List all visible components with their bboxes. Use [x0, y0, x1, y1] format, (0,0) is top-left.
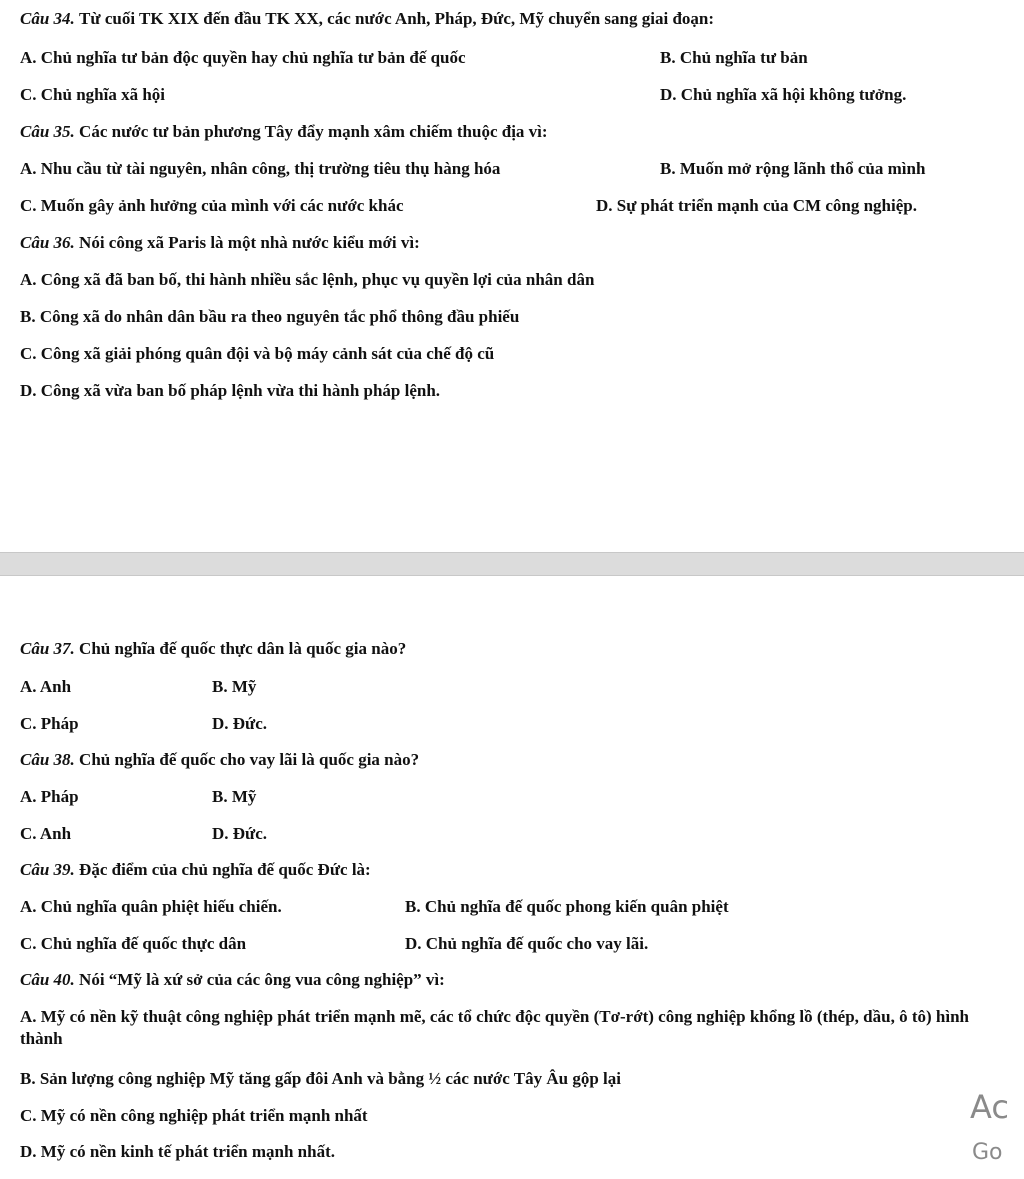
question-text: Nói công xã Paris là một nhà nước kiểu mới vì:: [79, 233, 420, 252]
question-text: Chủ nghĩa đế quốc cho vay lãi là quốc gia nào?: [79, 750, 420, 769]
answer-option: C. Công xã giải phóng quân đội và bộ máy cảnh sát của chế độ cũ: [20, 344, 495, 363]
answer-option: B. Công xã do nhân dân bầu ra theo nguyên tắc phổ thông đầu phiếu: [20, 307, 520, 326]
question-text: Đặc điểm của chủ nghĩa đế quốc Đức là:: [79, 860, 371, 879]
question-38: [20, 749, 419, 771]
question-number: Câu 40.: [20, 970, 75, 989]
question-text: Các nước tư bản phương Tây đẩy mạnh xâm chiếm thuộc địa vì:: [79, 122, 548, 141]
answer-option: B. Mỹ: [212, 787, 257, 806]
answer-option: C. Mỹ có nền công nghiệp phát triển mạnh nhất: [20, 1106, 368, 1125]
question-40: [20, 969, 445, 991]
answer-option: D. Chủ nghĩa đế quốc cho vay lãi.: [405, 934, 649, 953]
question-number: Câu 36.: [20, 233, 75, 252]
question-number: Câu 39.: [20, 860, 75, 879]
activation-watermark-line1: Ac: [970, 1088, 1009, 1126]
answer-option: C. Anh: [20, 824, 72, 843]
answer-option: D. Chủ nghĩa xã hội không tưởng.: [660, 85, 907, 104]
page-divider: [0, 552, 1024, 576]
question-35: [20, 121, 548, 143]
answer-option: B. Chủ nghĩa đế quốc phong kiến quân phiệt: [405, 897, 729, 916]
answer-option: B. Mỹ: [212, 677, 257, 696]
question-number: Câu 34.: [20, 9, 75, 28]
answer-option: D. Đức.: [212, 714, 268, 733]
answer-option: C. Pháp: [20, 714, 79, 733]
question-39: [20, 859, 371, 881]
answer-option: A. Mỹ có nền kỹ thuật công nghiệp phát triển mạnh mẽ, các tổ chức độc quyền (Tơ-rớt) công nghiệp khổng lồ (thép, dầu, ô tô) hình thành: [20, 1007, 969, 1048]
activation-watermark-line2: Go: [972, 1140, 1003, 1165]
answer-option: A. Chủ nghĩa quân phiệt hiếu chiến.: [20, 897, 282, 916]
answer-option: D. Đức.: [212, 824, 268, 843]
answer-option: A. Anh: [20, 677, 72, 696]
answer-option: C. Chủ nghĩa đế quốc thực dân: [20, 934, 247, 953]
answer-option: D. Sự phát triển mạnh của CM công nghiệp.: [596, 196, 917, 215]
answer-option: D. Mỹ có nền kinh tế phát triển mạnh nhất.: [20, 1142, 336, 1161]
question-text: Chủ nghĩa đế quốc thực dân là quốc gia nào?: [79, 639, 407, 658]
question-36: [20, 232, 420, 254]
answer-option: A. Pháp: [20, 787, 79, 806]
answer-option: A. Công xã đã ban bố, thi hành nhiều sắc lệnh, phục vụ quyền lợi của nhân dân: [20, 270, 595, 289]
question-number: Câu 38.: [20, 750, 75, 769]
answer-option: B. Sản lượng công nghiệp Mỹ tăng gấp đôi Anh và bằng ½ các nước Tây Âu gộp lại: [20, 1069, 621, 1088]
question-text: Từ cuối TK XIX đến đầu TK XX, các nước Anh, Pháp, Đức, Mỹ chuyển sang giai đoạn:: [79, 9, 715, 28]
answer-option: B. Muốn mở rộng lãnh thổ của mình: [660, 159, 926, 178]
question-37: [20, 638, 406, 660]
answer-option: C. Chủ nghĩa xã hội: [20, 85, 166, 104]
question-number: Câu 37.: [20, 639, 75, 658]
question-34: [20, 8, 714, 30]
question-text: Nói “Mỹ là xứ sở của các ông vua công nghiệp” vì:: [79, 970, 445, 989]
answer-option: C. Muốn gây ảnh hưởng của mình với các nước khác: [20, 196, 404, 215]
answer-option: B. Chủ nghĩa tư bản: [660, 48, 808, 67]
answer-option: D. Công xã vừa ban bố pháp lệnh vừa thi hành pháp lệnh.: [20, 381, 441, 400]
answer-option: A. Chủ nghĩa tư bản độc quyền hay chủ nghĩa tư bản đế quốc: [20, 48, 466, 67]
question-number: Câu 35.: [20, 122, 75, 141]
answer-option: A. Nhu cầu từ tài nguyên, nhân công, thị trường tiêu thụ hàng hóa: [20, 159, 501, 178]
